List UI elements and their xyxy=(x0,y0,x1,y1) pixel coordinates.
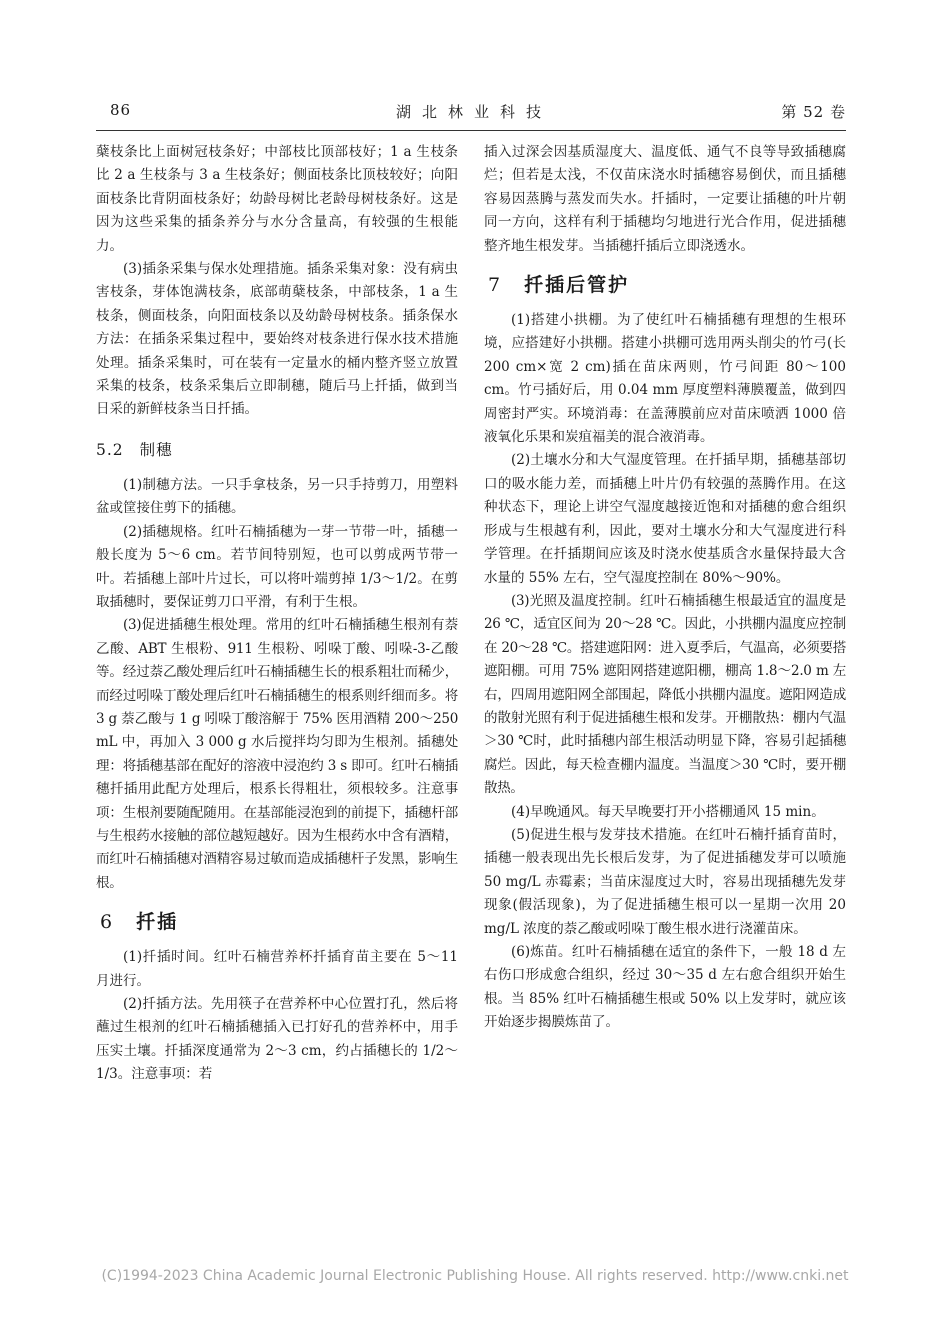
left-column xyxy=(96,141,458,1087)
volume-label: 第 52 卷 xyxy=(781,103,846,121)
paragraph: (3)插条采集与保水处理措施。插条采集对象：没有病虫害枝条，芽体饱满枝条，底部萌蘖枝条，中部枝条，1 a 生枝条，侧面枝条，向阳面枝条以及幼龄母树枝条。插条保水方法：在插条采集过程中，要始终对枝条进行保水技术措施处理。插条采集时，可在装有一定量水的桶内整齐竖立放置采集的枝条，枝条采集后立即制穗，随后马上扦插，做到当日采的新鲜枝条当日扦插。 xyxy=(96,261,458,418)
paragraph: 蘖枝条比上面树冠枝条好；中部枝比顶部枝好；1 a 生枝条比 2 a 生枝条与 3 a 生枝条好；侧面枝条比顶枝较好；向阳面枝条比背阴面枝条好；幼龄母树比老龄母树枝条好。这是因为这些采集的插条养分与水分含量高，有较强的生根能力。 xyxy=(96,144,458,254)
paragraph: (2)土壤水分和大气湿度管理。在扦插早期，插穗基部切口的吸水能力差，而插穗上叶片仍有较强的蒸腾作用。在这种状态下，理论上讲空气湿度越接近饱和对插穗的愈合组织形成与生根越有利，因此，要对土壤水分和大气湿度进行科学管理。在扦插期间应该及时浇水使基质含水量保持最大含水量的 55% 左右，空气湿度控制在 80%～90%。 xyxy=(484,452,846,586)
section-title: 制穗 xyxy=(139,440,173,459)
page-header xyxy=(96,101,846,127)
paragraph: (2)扦插方法。先用筷子在营养杯中心位置打孔，然后将蘸过生根剂的红叶石楠插穗插入已打好孔的营养杯中，用手压实土壤。扦插深度通常为 2～3 cm，约占插穗长的 1/2～1/3。注意事项：若 xyxy=(96,996,458,1083)
paragraph: (1)制穗方法。一只手拿枝条，另一只手持剪刀，用塑料盆或筐接住剪下的插穗。 xyxy=(96,476,458,517)
right-column xyxy=(484,141,846,1035)
paragraph: (1)搭建小拱棚。为了使红叶石楠插穗有理想的生根环境，应搭建好小拱棚。搭建小拱棚可选用两头削尖的竹弓(长 200 cm×宽 2 cm)插在苗床两则，竹弓间距 80～100 cm。竹弓插好后，用 0.04 mm 厚度塑料薄膜覆盖，做到四周密封严实。环境消毒：在盖薄膜前应对苗床喷洒 1000 倍液氧化乐果和炭疽福美的混合液消毒。 xyxy=(484,312,846,446)
section-title: 扦插 xyxy=(136,911,179,934)
section-number: 6 xyxy=(100,911,113,934)
paragraph: (3)光照及温度控制。红叶石楠插穗生根最适宜的温度是 26 ℃，适宜区间为 20～28 ℃。因此，小拱棚内温度应控制在 20～28 ℃。搭建遮阳网：进入夏季后，气温高，必须要搭遮阳棚。可用 75% 遮阳网搭建遮阳棚，棚高 1.8～2.0 m 左右，四周用遮阳网全部围起，降低小拱棚内温度。遮阳网造成的散射光照有利于促进插穗生根和发芽。开棚散热：棚内气温＞30 ℃时，此时插穗内部生根活动明显下降，容易引起插穗腐烂。因此，每天检查棚内温度。当温度＞30 ℃时，要开棚散热。 xyxy=(484,592,846,797)
journal-title: 湖北林业科技 xyxy=(396,103,553,121)
copyright-footer: (C)1994-2023 China Academic Journal Electronic Publishing House. All rights reserved. http://www.cnki.net xyxy=(101,1268,849,1284)
paragraph: (3)促进插穗生根处理。常用的红叶石楠插穗生根剂有萘乙酸、ABT 生根粉、911 生根粉、吲哚丁酸、吲哚-3-乙酸等。经过萘乙酸处理后红叶石楠插穗生长的根系粗壮而稀少，而经过吲哚丁酸处理后红叶石楠插穗生的根系则纤细而多。将 3 g 萘乙酸与 1 g 吲哚丁酸溶解于 75% 医用酒精 200～250 mL 中，再加入 3 000 g 水后搅拌均匀即为生根剂。插穗处理：将插穗基部在配好的溶液中浸泡约 3 s 即可。红叶石楠插穗扦插用此配方处理后，根系长得粗壮，须根较多。注意事项：生根剂要随配随用。在基部能浸泡到的前提下，插穗杆部与生根药水接触的部位越短越好。因为生根药水中含有酒精，而红叶石楠插穗对酒精容易过敏而造成插穗杆子发黑，影响生根。 xyxy=(96,617,458,891)
section-heading-5-2 xyxy=(96,438,458,460)
section-number: 7 xyxy=(488,274,501,297)
section-heading-6 xyxy=(96,907,458,934)
section-heading-7 xyxy=(484,270,846,297)
page-number: 86 xyxy=(110,101,132,119)
paragraph: (4)早晚通风。每天早晚要打开小搭棚通风 15 min。 xyxy=(511,803,825,820)
paragraph: (2)插穗规格。红叶石楠插穗为一芽一节带一叶，插穗一般长度为 5～6 cm。若节间特别短，也可以剪成两节带一叶。若插穗上部叶片过长，可以将叶端剪掉 1/3～1/2。在剪取插穗时，要保证剪刀口平滑，有利于生根。 xyxy=(96,523,458,610)
paragraph: (1)扦插时间。红叶石楠营养杯扦插育苗主要在 5～11 月进行。 xyxy=(96,949,458,989)
header-rule xyxy=(96,130,846,131)
section-number: 5.2 xyxy=(96,440,124,459)
paragraph: (5)促进生根与发芽技术措施。在红叶石楠扦插育苗时，插穗一般表现出先长根后发芽，为了促进插穗发芽可以喷施 50 mg/L 赤霉素；当苗床湿度过大时，容易出现插穗先发芽现象(假活现象)，为了促进插穗生根可以一星期一次用 20 mg/L 浓度的萘乙酸或吲哚丁酸生根水进行浇灌苗床。 xyxy=(484,826,846,937)
paragraph: (6)炼苗。红叶石楠插穗在适宜的条件下，一般 18 d 左右伤口形成愈合组织，经过 30～35 d 左右愈合组织开始生根。当 85% 红叶石楠插穗生根或 50% 以上发芽时，就应该开始逐步揭膜炼苗了。 xyxy=(484,944,846,1031)
paragraph: 插入过深会因基质湿度大、温度低、通气不良等导致插穗腐烂；但若是太浅，不仅苗床浇水时插穗容易倒伏，而且插穗容易因蒸腾与蒸发而失水。扦插时，一定要让插穗的叶片朝同一方向，这样有利于插穗均匀地进行光合作用，促进插穗整齐地生根发芽。当插穗扦插后立即浇透水。 xyxy=(484,144,846,254)
section-title: 扦插后管护 xyxy=(524,274,630,297)
